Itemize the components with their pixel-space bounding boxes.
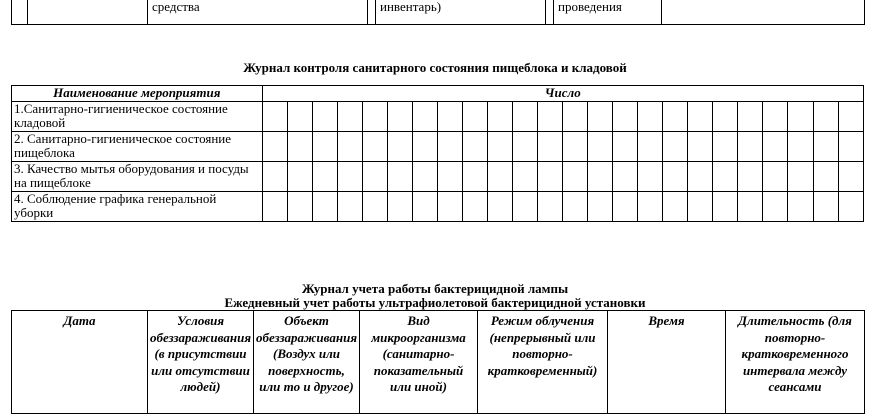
day-entry-cell[interactable] [613,101,638,131]
day-entry-cell[interactable] [613,161,638,191]
header-activity-name: Наименование мероприятия [12,86,263,102]
day-entry-cell[interactable] [362,101,387,131]
table-cell: средства [148,0,368,25]
day-entry-cell[interactable] [638,161,663,191]
table-header-row [12,86,864,102]
day-entry-cell[interactable] [838,101,863,131]
table-cell [12,0,28,25]
day-entry-cell[interactable] [788,131,813,161]
day-entry-cell[interactable] [512,161,537,191]
day-entry-cell[interactable] [437,191,462,221]
day-entry-cell[interactable] [588,101,613,131]
day-entry-cell[interactable] [412,131,437,161]
day-entry-cell[interactable] [613,191,638,221]
day-entry-cell[interactable] [437,161,462,191]
day-entry-cell[interactable] [412,191,437,221]
day-entry-cell[interactable] [788,101,813,131]
col-mode: Режим облучения (непрерывный или повторно-кратковременный) [478,311,608,414]
col-object: Объект обеззараживания (Воздух или поверхность, или то и другое) [254,311,360,414]
table-cell [368,0,376,25]
day-entry-cell[interactable] [337,191,362,221]
day-entry-cell[interactable] [512,191,537,221]
day-entry-cell[interactable] [287,161,312,191]
day-entry-cell[interactable] [788,191,813,221]
day-entry-cell[interactable] [838,131,863,161]
day-entry-cell[interactable] [337,131,362,161]
day-entry-cell[interactable] [387,161,412,191]
day-entry-cell[interactable] [588,131,613,161]
sanitary-control-journal [11,85,864,222]
day-entry-cell[interactable] [688,161,713,191]
activity-name-cell: 3. Качество мытья оборудования и посуды на пищеблоке [12,161,263,191]
day-entry-cell[interactable] [663,191,688,221]
day-entry-cell[interactable] [838,191,863,221]
day-entry-cell[interactable] [538,191,563,221]
day-entry-cell[interactable] [713,101,738,131]
day-entry-cell[interactable] [337,161,362,191]
day-entry-cell[interactable] [713,131,738,161]
day-entry-cell[interactable] [588,161,613,191]
day-entry-cell[interactable] [813,191,838,221]
day-entry-cell[interactable] [287,101,312,131]
day-entry-cell[interactable] [312,161,337,191]
day-entry-cell[interactable] [738,191,763,221]
day-entry-cell[interactable] [387,101,412,131]
day-entry-cell[interactable] [713,191,738,221]
journal2-title: Журнал учета работы бактерицидной лампы [301,281,569,296]
day-entry-cell[interactable] [337,101,362,131]
day-entry-cell[interactable] [487,161,512,191]
day-entry-cell[interactable] [563,101,588,131]
table-cell: проведения [554,0,662,25]
uv-lamp-journal [11,310,865,414]
day-entry-cell[interactable] [362,191,387,221]
day-entry-cell[interactable] [462,191,487,221]
day-entry-cell[interactable] [312,101,337,131]
activity-name-cell: 1.Санитарно-гигиеническое состояние кладовой [12,101,263,131]
day-entry-cell[interactable] [538,101,563,131]
table-row [12,101,864,131]
day-entry-cell[interactable] [437,131,462,161]
day-entry-cell[interactable] [638,101,663,131]
day-entry-cell[interactable] [387,131,412,161]
day-entry-cell[interactable] [663,101,688,131]
day-entry-cell[interactable] [763,131,788,161]
day-entry-cell[interactable] [538,131,563,161]
table-row [12,161,864,191]
day-entry-cell[interactable] [813,101,838,131]
day-entry-cell[interactable] [462,131,487,161]
journal2-subtitle: Ежедневный учет работы ультрафиолетовой бактерицидной установки [224,295,646,310]
day-entry-cell[interactable] [563,131,588,161]
col-time: Время [608,311,726,414]
table-header-row [12,311,865,414]
day-entry-cell[interactable] [688,101,713,131]
day-entry-cell[interactable] [538,161,563,191]
day-entry-cell[interactable] [688,191,713,221]
previous-table-fragment [11,0,865,25]
day-entry-cell[interactable] [638,131,663,161]
day-entry-cell[interactable] [362,161,387,191]
activity-name-cell: 4. Соблюдение графика генеральной уборки [12,191,263,221]
day-entry-cell[interactable] [838,161,863,191]
day-entry-cell[interactable] [663,161,688,191]
day-entry-cell[interactable] [487,101,512,131]
table-row [12,191,864,221]
day-entry-cell[interactable] [813,161,838,191]
col-duration: Длительность (для повторно-кратковременного интервала между сеансами [726,311,865,414]
day-entry-cell[interactable] [462,101,487,131]
day-entry-cell[interactable] [763,161,788,191]
journal1-title: Журнал контроля санитарного состояния пищеблока и кладовой [243,60,627,75]
table-cell: инвентарь) [376,0,546,25]
day-entry-cell[interactable] [763,101,788,131]
day-entry-cell[interactable] [763,191,788,221]
day-entry-cell[interactable] [487,191,512,221]
col-microorganism: Вид микроорганизма (санитарно-показательный или иной) [360,311,478,414]
col-date: Дата [12,311,148,414]
day-entry-cell[interactable] [262,191,287,221]
day-entry-cell[interactable] [287,131,312,161]
header-day-number: Число [262,86,864,102]
day-entry-cell[interactable] [312,131,337,161]
day-entry-cell[interactable] [813,131,838,161]
day-entry-cell[interactable] [713,161,738,191]
day-entry-cell[interactable] [512,131,537,161]
day-entry-cell[interactable] [287,191,312,221]
day-entry-cell[interactable] [487,131,512,161]
table-row [12,0,865,25]
day-entry-cell[interactable] [613,131,638,161]
day-entry-cell[interactable] [412,161,437,191]
day-entry-cell[interactable] [738,131,763,161]
day-entry-cell[interactable] [512,101,537,131]
table-row [12,131,864,161]
day-entry-cell[interactable] [387,191,412,221]
activity-name-cell: 2. Санитарно-гигиеническое состояние пищеблока [12,131,263,161]
day-entry-cell[interactable] [362,131,387,161]
day-entry-cell[interactable] [738,101,763,131]
day-entry-cell[interactable] [788,161,813,191]
day-entry-cell[interactable] [312,191,337,221]
table-cell [546,0,554,25]
day-entry-cell[interactable] [738,161,763,191]
day-entry-cell[interactable] [262,101,287,131]
day-entry-cell[interactable] [563,161,588,191]
day-entry-cell[interactable] [262,131,287,161]
day-entry-cell[interactable] [412,101,437,131]
col-conditions: Условия обеззараживания (в присутствии или отсутствии людей) [148,311,254,414]
day-entry-cell[interactable] [563,191,588,221]
table-cell [28,0,148,25]
day-entry-cell[interactable] [663,131,688,161]
table-cell [662,0,865,25]
day-entry-cell[interactable] [588,191,613,221]
day-entry-cell[interactable] [688,131,713,161]
day-entry-cell[interactable] [462,161,487,191]
day-entry-cell[interactable] [638,191,663,221]
day-entry-cell[interactable] [437,101,462,131]
day-entry-cell[interactable] [262,161,287,191]
